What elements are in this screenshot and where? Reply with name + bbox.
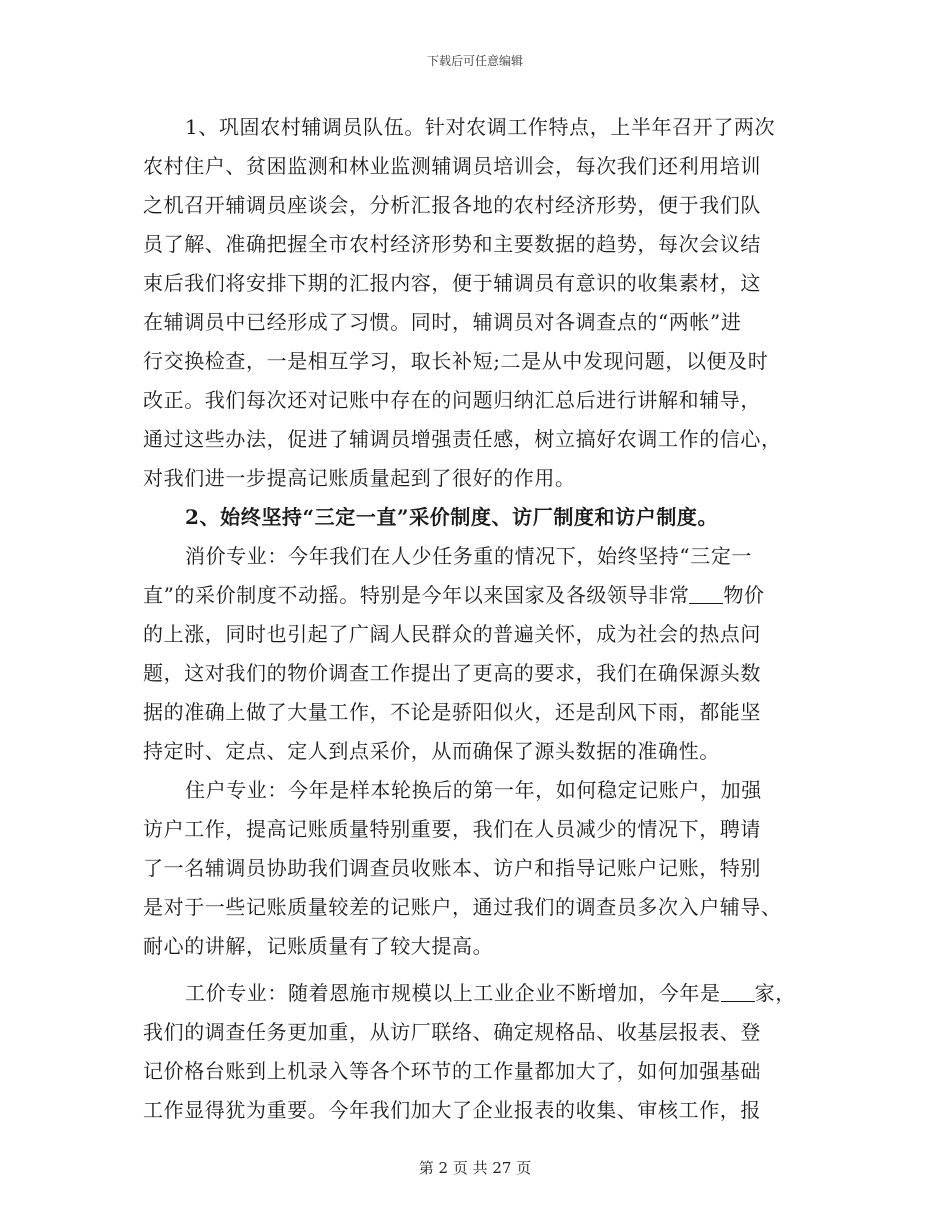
paragraph-industrial-price xyxy=(143,974,803,1130)
fill-in-blank xyxy=(721,979,755,1002)
text-line: 对我们进一步提高记账质量起到了很好的作用。 xyxy=(143,466,576,490)
paragraph-rural-assistants xyxy=(143,108,803,498)
text-line-with-blank xyxy=(143,974,803,1013)
text-line: 耐心的讲解，记账质量有了较大提高。 xyxy=(143,934,494,958)
paragraph-household-survey xyxy=(143,771,803,966)
document-body xyxy=(143,108,803,1130)
section-heading: 2、始终坚持“三定一直”采价制度、访厂制度和访户制度。 xyxy=(185,505,719,529)
text-line: 是对于一些记账质量较差的记账户，通过我们的调查员多次入户辅导、 xyxy=(143,895,782,919)
text-segment: 家， xyxy=(754,981,796,1005)
text-line: 改正。我们每次还对记账中存在的问题归纳汇总后进行讲解和辅导， xyxy=(143,388,761,412)
text-segment: 物价 xyxy=(723,583,765,607)
text-line: 访户工作，提高记账质量特别重要，我们在人员减少的情况下，聘请 xyxy=(143,817,761,841)
text-line: 记价格台账到上机录入等各个环节的工作量都加大了，如何加强基础 xyxy=(143,1059,761,1083)
text-line: 之机召开辅调员座谈会，分析汇报各地的农村经济形势，便于我们队 xyxy=(143,193,761,217)
text-line: 束后我们将安排下期的汇报内容，便于辅调员有意识的收集素材，这 xyxy=(143,271,761,295)
paragraph-price-survey xyxy=(143,537,803,771)
text-line: 消价专业：今年我们在人少任务重的情况下，始终坚持“三定一 xyxy=(185,544,753,568)
text-line: 1、巩固农村辅调员队伍。针对农调工作特点，上半年召开了两次 xyxy=(185,115,776,139)
text-line: 通过这些办法，促进了辅调员增强责任感，树立搞好农调工作的信心， xyxy=(143,427,782,451)
text-line: 我们的调查任务更加重，从访厂联络、确定规格品、收基层报表、登 xyxy=(143,1020,761,1044)
fill-in-blank xyxy=(689,581,723,604)
text-line-with-blank xyxy=(143,576,803,615)
text-line: 员了解、准确把握全市农村经济形势和主要数据的趋势，每次会议结 xyxy=(143,232,761,256)
text-line: 行交换检查，一是相互学习，取长补短;二是从中发现问题，以便及时 xyxy=(143,349,769,373)
text-segment: 工价专业：随着恩施市规模以上工业企业不断增加，今年是 xyxy=(185,981,721,1005)
page-number: 第 2 页 共 27 页 xyxy=(418,1159,532,1177)
text-line: 工作显得犹为重要。今年我们加大了企业报表的收集、审核工作，报 xyxy=(143,1098,761,1122)
text-line: 农村住户、贫困监测和林业监测辅调员培训会，每次我们还利用培训 xyxy=(143,154,761,178)
text-line: 的上涨，同时也引起了广阔人民群众的普遍关怀，成为社会的热点问 xyxy=(143,622,761,646)
text-line: 据的准确上做了大量工作，不论是骄阳似火，还是刮风下雨，都能坚 xyxy=(143,700,761,724)
text-line: 在辅调员中已经形成了习惯。同时，辅调员对各调查点的“两帐”进 xyxy=(143,310,742,334)
page-header: 下载后可任意编辑 xyxy=(426,54,523,68)
text-segment: 直”的采价制度不动摇。特别是今年以来国家及各级领导非常 xyxy=(143,583,690,607)
text-line: 了一名辅调员协助我们调查员收账本、访户和指导记账户记账，特别 xyxy=(143,856,761,880)
text-line: 住户专业：今年是样本轮换后的第一年，如何稳定记账户，加强 xyxy=(185,778,762,802)
paragraph-gap xyxy=(143,966,803,974)
text-line: 题，这对我们的物价调查工作提出了更高的要求，我们在确保源头数 xyxy=(143,661,761,685)
text-line: 持定时、定点、定人到点采价，从而确保了源头数据的准确性。 xyxy=(143,739,720,763)
